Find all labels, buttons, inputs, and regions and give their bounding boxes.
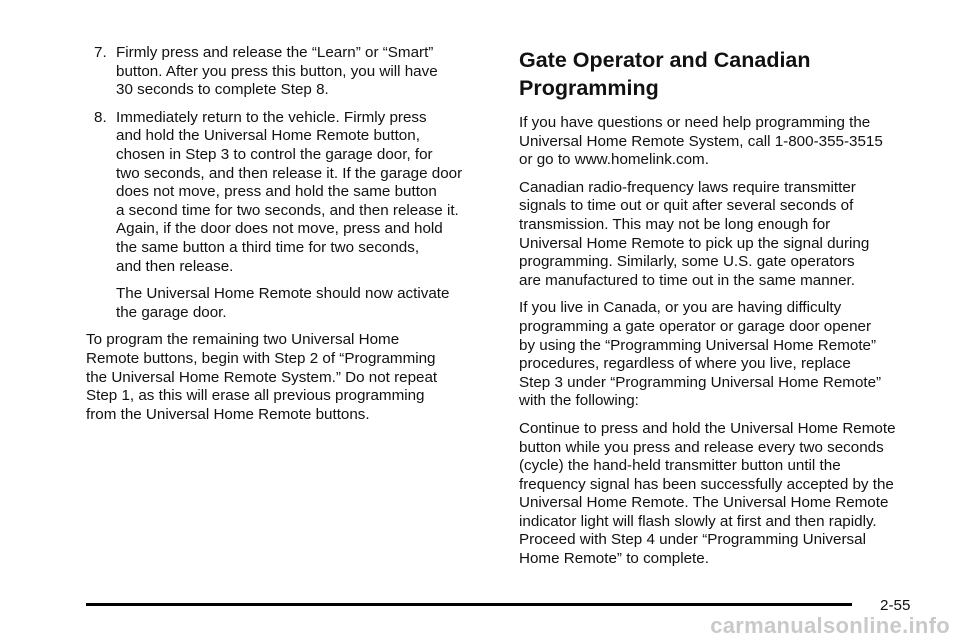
section-heading: Gate Operator and Canadian Programming xyxy=(519,48,811,100)
step-number: 7. xyxy=(94,44,107,61)
footer-rule xyxy=(86,603,852,606)
closing-paragraph: To program the remaining two Universal Home Remote buttons, begin with Step 2 of “Programming the Universal Home Remote System.” Do not repeat Step 1, as this will erase all previous programming from the Universal Home Remote buttons. xyxy=(86,331,438,423)
right-column xyxy=(519,44,929,578)
paragraph-canadian-laws: Canadian radio-frequency laws require transmitter signals to time out or quit after several seconds of transmission. This may not be long enough for Universal Home Remote to pick up the signal during programming. Similarly, some U.S. gate operators are manufactured to time out in the same manner. xyxy=(519,178,870,289)
step-8 xyxy=(86,109,496,276)
paragraph-continue-instructions: Continue to press and hold the Universal Home Remote button while you press and release every two seconds (cycle) the hand-held transmitter button until the frequency signal has been successfully accepted by the Universal Home Remote. The Universal Home Remote indicator light will flash slowly at first and then rapidly. Proceed with Step 4 under “Programming Universal Home Remote” to complete. xyxy=(519,419,896,568)
paragraph-canada-difficulty: If you live in Canada, or you are having difficulty programming a gate operator or garage door opener by using the “Programming Universal Home Remote” procedures, regardless of where you live, replace Step 3 under “Programming Universal Home Remote” with the following: xyxy=(519,299,882,410)
step-text: Firmly press and release the “Learn” or “Smart” button. After you press this button, you will have 30 seconds to complete Step 8. xyxy=(116,44,438,99)
paragraph-contact: If you have questions or need help programming the Universal Home Remote System, call 1-800-355-3515 or go to www.homelink.com. xyxy=(519,114,883,169)
step-note: The Universal Home Remote should now activate the garage door. xyxy=(116,285,450,321)
left-column xyxy=(86,44,496,433)
page-number: 2-55 xyxy=(880,597,911,614)
step-text: Immediately return to the vehicle. Firmly press and hold the Universal Home Remote button, chosen in Step 3 to control the garage door, for two seconds, and then release it. If the garage door does not move, press and hold the same button a second time for two seconds, and then release it. Again, if the door does not move, press and hold the same button a third time for two seconds, and then release. xyxy=(116,108,463,275)
watermark-logo: carmanualsonline.info xyxy=(710,613,950,638)
step-number: 8. xyxy=(94,108,107,126)
step-7 xyxy=(86,44,496,100)
